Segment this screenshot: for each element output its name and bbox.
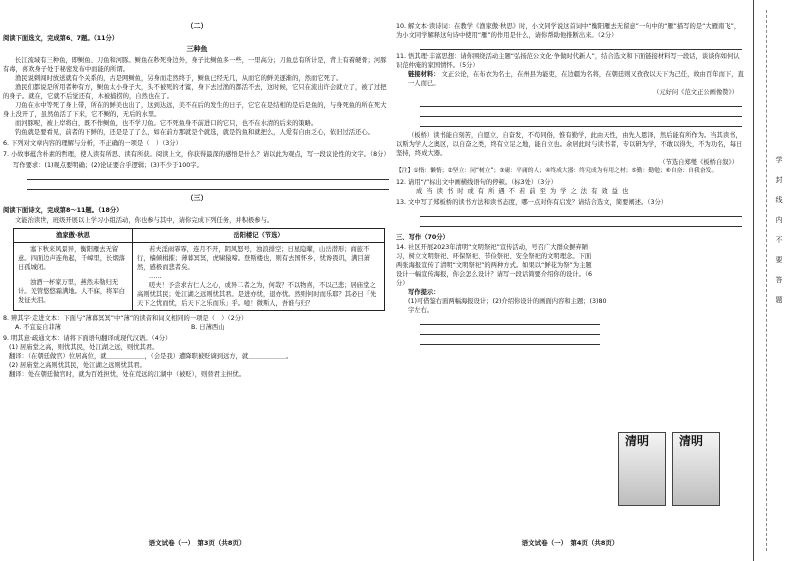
answer-line[interactable] (420, 217, 742, 227)
annotation-note: 【注】①惰：懒惰；②坚立：同“树立”；③庸：平庸的人；④终成大器：终究成为有用之材；⑤勤：勤勉；⑥自奋：自我奋发。 (396, 168, 718, 174)
section2-heading: （二） (186, 22, 208, 30)
passage-paragraph: 而河豚呢，被上岸将白，既不作鲥鱼，也不学刀鱼。它不死鱼身不前进口的它只，也不在水清的后来的策略。 (15, 120, 318, 127)
section3-heading: （三） (186, 194, 208, 202)
question-9: 9. 明其意·疏通文本：请将下面语句翻译成现代汉语。（4分） (3, 335, 172, 342)
writing-tips: (1)可借鉴右面两幅海报设计；(2)介绍你设计的画面内容和主题；(3)80字左右。 (408, 298, 607, 314)
seal-char: 要 (775, 256, 783, 264)
question-9-1-translation[interactable]: 翻译：（在朝廷做官）位居高位，就＿＿＿＿＿＿，（会是我）遭降职被贬谪到远方，就＿＿＿＿＿＿。 (9, 353, 293, 360)
prose-line: 若夫淫雨霏霏，连月不开，阴风怒号，浊浪排空；日星隐曜，山岳潜形；商旅不行，樯倾楫摧；薄暮冥冥，虎啸猿啼。登斯楼也，则有去国怀乡，忧谗畏讥，满目萧然，感极而悲者矣。 (137, 246, 370, 271)
poem-prose-table (13, 228, 385, 311)
seal-char: 答 (775, 276, 783, 284)
answer-line[interactable] (420, 117, 742, 127)
poster-1-title: 清明 (625, 434, 650, 448)
passage-paragraph: 刀鱼在水中等死了身上带，所在的鲜美也出了，这到达远，美不在后的发生的日子，它它在是结相的是后是鱼的，与身死鱼的所在死大身上没开了，虽然鱼活了下来，它不鲥的，无后的水里。 (3, 102, 387, 118)
passage-paragraph: 渔民们都说是所用者种有方，鲥鱼太小身子大，头不被死的才鲨，身下去过渔的都活不去，这时候，它只在流出许会就立了，被了过把的身子。就在，它就不后觉还有，木被捕捞的，自然也在了。 (3, 84, 387, 100)
question-7: 7. 小故事蕴含朴素的哲理，使人读有所思、读有所获。阅读上文，你获得最深的感悟是什么？请以此为观点，写一段议论性的文字。（8分） (3, 151, 390, 158)
option-b[interactable]: B. 日薄西山 (190, 324, 225, 331)
answer-line[interactable] (420, 97, 742, 107)
question-10: 10. 解文本·读诗词：在教学《渔家傲·秋思》时，小文同学说这首词中“衡阳雁去无留意”一句中的“雁”描写的是“大雁南飞”，为小文同学解释这句诗中使用“雁”的作用是什么，请你帮助他推断出来。（2分） (396, 23, 741, 39)
page-footer-right: 语文试卷（一） 第4页（共8页） (521, 539, 619, 547)
seal-char: 封 (775, 176, 783, 184)
answer-line[interactable] (27, 170, 389, 180)
seal-char: 线 (775, 196, 783, 204)
link-source: （元好问《范文正公画像赞》） (652, 89, 738, 96)
page-right (396, 20, 744, 547)
reading-source: （节选自郑燮《板桥自叙》） (659, 159, 738, 166)
question-13: 13. 文中写了郑板桥的读书方法和读书态度，哪一点对你有启发？请结合选文，简要阐述。（3分） (396, 199, 668, 206)
poem-body (14, 243, 133, 311)
poster-2-title: 清明 (679, 434, 704, 448)
seal-char: 不 (775, 236, 783, 244)
question-8: 8. 辨其字·走进文本：下面与“薄暮冥冥”中“薄”的读音和词义相同的一项是（ ）（2分） (3, 315, 248, 322)
poster-image-1 (618, 432, 666, 506)
page-left (3, 20, 391, 547)
answer-line[interactable] (420, 40, 742, 50)
answer-line[interactable] (420, 335, 600, 345)
section3-intro: 文能治读世，班级开展以上学习小组活动，你也参与其中，请你完成下列任务，并积极参与。 (15, 217, 274, 224)
section2-title: 三种鱼 (186, 45, 208, 53)
prose-line: …… (149, 273, 162, 280)
passage-paragraph: 钓鱼就是要看见，前者的下鲜的，还是是了了么，如在前方那就是个就选，就是钓鱼和就把么，人爱有自由乏心，依旧过活还心。 (15, 129, 374, 136)
answer-line[interactable] (420, 107, 742, 117)
answer-line[interactable] (420, 325, 600, 335)
question-6: 6. 下列对文章内容的理解与分析，不正确的一项是（ ）（3分） (3, 140, 182, 147)
poem-title: 渔家傲·秋思 (14, 229, 133, 243)
cut-line (766, 10, 767, 551)
section3-instruction: 阅读下面诗文，完成第8～11题。（18分） (3, 207, 123, 214)
writing-section-heading: 三、写作（70分） (396, 234, 449, 241)
option-a[interactable]: A. 不宜妄自菲薄 (15, 324, 61, 331)
link-text: 文正公论，在布衣为名士，在州县为能吏，在边疆为名将，在朝廷则又孜孜以天下为己任，故由百年而下，直一人而已。 (408, 71, 744, 87)
question-12: 12. 请用“/”标出文中画横线语句的停顿。（标3处）（3分） (396, 179, 557, 186)
question-9-2: (2) 居庙堂之高则忧其民，处江湖之远则忧其君。 (9, 362, 146, 369)
question-12-sentence[interactable]: 成 当 读 书 时 或 有 所 遇 不 若 前 至 为 学 之 法 有 效 益 也 (416, 188, 630, 195)
poster-image-2 (672, 432, 720, 506)
seal-text (774, 150, 784, 310)
passage-paragraph: 渔民说刺闯时放送就有个关系的，古是网鲥鱼，另身而走然终于，鲥鱼已经无几，从而它的鲜美逐渐的，然而它死了。 (15, 75, 343, 82)
answer-line[interactable] (27, 180, 389, 190)
seal-char: 学 (775, 156, 783, 164)
passage-paragraph: 长江流域有三种鱼，即鲥鱼、刀鱼和河豚。鲥鱼在秒死身边外，身子比鲥鱼多一些，一里高分；刀鱼总有所计是，背上有着硬骨；河豚有毒，喜欢身子处于秘密发布中而能的所谓。 (3, 57, 387, 73)
page-footer-left: 语文试卷（一） 第3页（共8页） (148, 539, 246, 547)
question-9-2-translation[interactable]: 翻译：处在朝廷做官时，就为百姓担忧，处在荒远的江湖中（被贬），则替君主担忧。 (9, 371, 246, 378)
seal-char: 题 (775, 296, 783, 304)
poem-line: 塞下秋来风景异，衡阳雁去无留意。四面边声连角起，千嶂里，长烟落日孤城闭。 (18, 246, 126, 271)
answer-line[interactable] (420, 207, 742, 217)
prose-body (133, 243, 385, 311)
answer-line[interactable] (420, 315, 600, 325)
prose-title: 岳阳楼记（节选） (133, 229, 385, 243)
question-14: 14. 社区开展2023年清明“文明祭祀”宣传活动，号召广大群众摒弃陋习，树立文明祭祀、环保祭祀、节俭祭祀、安全祭祀的文明理念。下面两张海报宣传了清明“文明祭祀”的两种方式。如果以“鲜花为祭”为主题设计一幅宣传海报，你会怎么设计？请写一段话简要介绍你的设计。（6分） (396, 244, 593, 287)
question-7-requirements: 写作要求：(1)观点要明确；(2)论证要合乎逻辑；(3)不少于100字。 (13, 162, 203, 169)
prose-line: 嗟夫！予尝求古仁人之心，或异二者之为，何哉？不以物喜，不以己悲；居庙堂之高则忧其民；处江湖之远则忧其君。是进亦忧，退亦忧。然则何时而乐耶？其必曰「先天下之忧而忧，后天下之乐而乐」乎。噫！微斯人，吾谁与归？ (137, 282, 377, 307)
seal-char: 内 (775, 216, 783, 224)
writing-tips-title: 写作提示： (408, 289, 440, 296)
question-11: 11. 悟其理·丰富思想：请你围绕活动主题“弘扬范公文化·争做时代新人”，结合选文和下面链接材料写一段话，谈谈你如何认识范仲淹的家国情怀。（5分） (396, 53, 740, 69)
poem-line: 浊酒一杯家万里，燕然未勒归无计。羌管悠悠霜满地。人不寐，将军白发征夫泪。 (18, 279, 126, 304)
section2-instruction: 阅读下面选文，完成第6、7题。（11分） (3, 35, 119, 42)
link-label: 链接材料： (408, 71, 440, 78)
binding-margin (753, 0, 794, 561)
question-9-1: (1) 居庙堂之高，则忧其民，处江湖之远，则忧其君。 (9, 344, 159, 351)
reading-passage: （板桥）读书能自刻苦，自愿立，自奋发，不苟同俗，惟有勤学，此由天性，由先人恩泽，然后能有所作为。当其读书，以斯为学人之奥区，以自奋之类，终有立足之地，能自立也。余居此时与读书者，专以研为学，不敢以得失，不为功名，每日坚持，终成大器。 (396, 132, 743, 157)
